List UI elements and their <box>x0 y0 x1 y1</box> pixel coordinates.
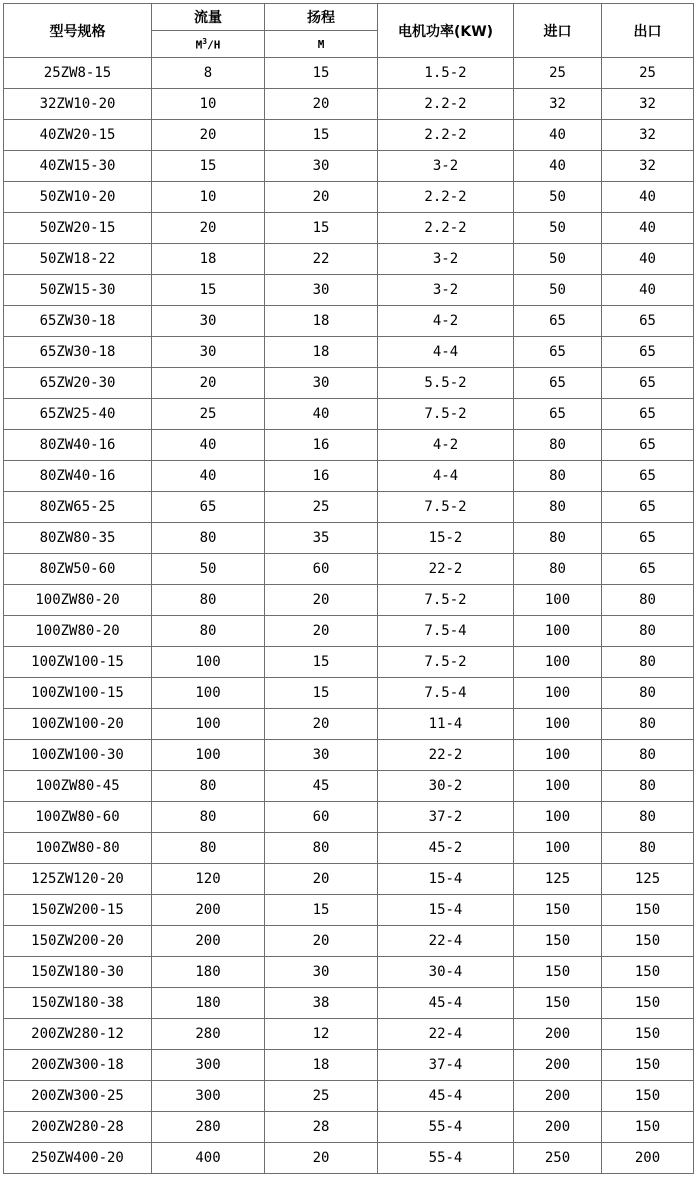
cell-outlet: 40 <box>602 244 694 275</box>
table-body <box>4 58 694 1174</box>
table-row <box>4 926 694 957</box>
cell-inlet: 50 <box>514 213 602 244</box>
table-row <box>4 182 694 213</box>
cell-inlet: 100 <box>514 616 602 647</box>
cell-model: 40ZW20-15 <box>4 120 152 151</box>
cell-outlet: 80 <box>602 585 694 616</box>
table-row <box>4 1050 694 1081</box>
table-row <box>4 616 694 647</box>
cell-inlet: 150 <box>514 957 602 988</box>
cell-head: 30 <box>265 151 378 182</box>
cell-head: 18 <box>265 337 378 368</box>
cell-outlet: 80 <box>602 802 694 833</box>
cell-head: 80 <box>265 833 378 864</box>
cell-power: 4-4 <box>378 461 514 492</box>
cell-power: 2.2-2 <box>378 120 514 151</box>
cell-flow: 8 <box>152 58 265 89</box>
cell-head: 12 <box>265 1019 378 1050</box>
cell-flow: 280 <box>152 1019 265 1050</box>
cell-flow: 30 <box>152 306 265 337</box>
cell-model: 80ZW50-60 <box>4 554 152 585</box>
cell-outlet: 40 <box>602 182 694 213</box>
cell-head: 45 <box>265 771 378 802</box>
table-row <box>4 120 694 151</box>
cell-outlet: 65 <box>602 306 694 337</box>
spec-table-container <box>3 3 694 1174</box>
cell-head: 15 <box>265 895 378 926</box>
cell-head: 28 <box>265 1112 378 1143</box>
cell-power: 2.2-2 <box>378 89 514 120</box>
cell-model: 200ZW300-18 <box>4 1050 152 1081</box>
cell-outlet: 200 <box>602 1143 694 1174</box>
cell-power: 4-2 <box>378 430 514 461</box>
cell-inlet: 150 <box>514 926 602 957</box>
table-row <box>4 306 694 337</box>
table-row <box>4 864 694 895</box>
cell-power: 45-4 <box>378 1081 514 1112</box>
cell-flow: 10 <box>152 89 265 120</box>
cell-power: 22-4 <box>378 926 514 957</box>
cell-model: 150ZW200-20 <box>4 926 152 957</box>
cell-head: 20 <box>265 709 378 740</box>
cell-outlet: 65 <box>602 399 694 430</box>
table-row <box>4 58 694 89</box>
cell-model: 80ZW80-35 <box>4 523 152 554</box>
cell-outlet: 150 <box>602 988 694 1019</box>
table-row <box>4 1143 694 1174</box>
table-row <box>4 802 694 833</box>
cell-power: 45-2 <box>378 833 514 864</box>
cell-outlet: 65 <box>602 461 694 492</box>
cell-outlet: 32 <box>602 120 694 151</box>
cell-head: 16 <box>265 461 378 492</box>
cell-power: 4-2 <box>378 306 514 337</box>
cell-inlet: 250 <box>514 1143 602 1174</box>
table-row <box>4 740 694 771</box>
cell-flow: 200 <box>152 926 265 957</box>
cell-outlet: 40 <box>602 275 694 306</box>
cell-power: 5.5-2 <box>378 368 514 399</box>
cell-inlet: 80 <box>514 554 602 585</box>
table-row <box>4 678 694 709</box>
cell-model: 40ZW15-30 <box>4 151 152 182</box>
cell-inlet: 200 <box>514 1112 602 1143</box>
cell-head: 18 <box>265 1050 378 1081</box>
table-row <box>4 833 694 864</box>
cell-inlet: 50 <box>514 182 602 213</box>
header-flow: 流量 <box>152 4 265 31</box>
table-row <box>4 554 694 585</box>
cell-head: 20 <box>265 864 378 895</box>
cell-head: 35 <box>265 523 378 554</box>
cell-inlet: 100 <box>514 833 602 864</box>
table-row <box>4 647 694 678</box>
cell-head: 15 <box>265 213 378 244</box>
cell-flow: 200 <box>152 895 265 926</box>
cell-model: 32ZW10-20 <box>4 89 152 120</box>
cell-head: 15 <box>265 647 378 678</box>
cell-head: 15 <box>265 58 378 89</box>
cell-inlet: 100 <box>514 585 602 616</box>
cell-flow: 100 <box>152 678 265 709</box>
cell-outlet: 150 <box>602 1112 694 1143</box>
cell-outlet: 150 <box>602 895 694 926</box>
cell-head: 20 <box>265 616 378 647</box>
cell-power: 3-2 <box>378 151 514 182</box>
cell-head: 20 <box>265 926 378 957</box>
cell-inlet: 100 <box>514 678 602 709</box>
cell-outlet: 150 <box>602 1081 694 1112</box>
cell-power: 15-4 <box>378 895 514 926</box>
cell-head: 60 <box>265 554 378 585</box>
cell-model: 150ZW180-30 <box>4 957 152 988</box>
cell-inlet: 100 <box>514 647 602 678</box>
cell-flow: 15 <box>152 151 265 182</box>
cell-inlet: 50 <box>514 244 602 275</box>
cell-power: 7.5-4 <box>378 678 514 709</box>
cell-model: 100ZW80-80 <box>4 833 152 864</box>
cell-flow: 20 <box>152 368 265 399</box>
cell-head: 30 <box>265 740 378 771</box>
cell-model: 200ZW280-12 <box>4 1019 152 1050</box>
cell-model: 200ZW280-28 <box>4 1112 152 1143</box>
cell-flow: 300 <box>152 1050 265 1081</box>
table-row <box>4 988 694 1019</box>
header-row-1 <box>4 4 694 31</box>
header-head-unit: M <box>265 31 378 58</box>
cell-head: 15 <box>265 120 378 151</box>
header-head: 扬程 <box>265 4 378 31</box>
cell-inlet: 65 <box>514 399 602 430</box>
cell-flow: 15 <box>152 275 265 306</box>
cell-inlet: 65 <box>514 337 602 368</box>
cell-power: 7.5-2 <box>378 492 514 523</box>
cell-flow: 80 <box>152 523 265 554</box>
cell-model: 150ZW200-15 <box>4 895 152 926</box>
cell-outlet: 125 <box>602 864 694 895</box>
table-header <box>4 4 694 58</box>
cell-model: 50ZW18-22 <box>4 244 152 275</box>
cell-model: 150ZW180-38 <box>4 988 152 1019</box>
cell-model: 65ZW25-40 <box>4 399 152 430</box>
cell-model: 100ZW100-20 <box>4 709 152 740</box>
header-inlet: 进口 <box>514 4 602 58</box>
table-row <box>4 585 694 616</box>
table-row <box>4 895 694 926</box>
cell-head: 20 <box>265 585 378 616</box>
header-model: 型号规格 <box>4 4 152 58</box>
cell-head: 25 <box>265 1081 378 1112</box>
cell-power: 37-4 <box>378 1050 514 1081</box>
cell-model: 100ZW80-20 <box>4 585 152 616</box>
table-row <box>4 368 694 399</box>
cell-inlet: 25 <box>514 58 602 89</box>
cell-power: 7.5-2 <box>378 647 514 678</box>
cell-power: 2.2-2 <box>378 213 514 244</box>
cell-flow: 65 <box>152 492 265 523</box>
cell-model: 100ZW80-20 <box>4 616 152 647</box>
cell-model: 80ZW40-16 <box>4 461 152 492</box>
table-row <box>4 213 694 244</box>
cell-head: 38 <box>265 988 378 1019</box>
cell-flow: 120 <box>152 864 265 895</box>
cell-power: 15-4 <box>378 864 514 895</box>
cell-model: 50ZW15-30 <box>4 275 152 306</box>
cell-inlet: 40 <box>514 120 602 151</box>
table-row <box>4 337 694 368</box>
cell-outlet: 65 <box>602 523 694 554</box>
cell-model: 50ZW20-15 <box>4 213 152 244</box>
cell-outlet: 32 <box>602 89 694 120</box>
cell-inlet: 100 <box>514 802 602 833</box>
cell-outlet: 150 <box>602 957 694 988</box>
table-row <box>4 244 694 275</box>
cell-head: 25 <box>265 492 378 523</box>
cell-power: 7.5-2 <box>378 585 514 616</box>
header-power: 电机功率(KW) <box>378 4 514 58</box>
cell-inlet: 100 <box>514 709 602 740</box>
cell-model: 100ZW80-60 <box>4 802 152 833</box>
flow-unit-base: M <box>195 38 203 52</box>
cell-flow: 80 <box>152 833 265 864</box>
cell-power: 7.5-4 <box>378 616 514 647</box>
cell-inlet: 200 <box>514 1050 602 1081</box>
header-flow-unit <box>152 31 265 58</box>
cell-outlet: 65 <box>602 492 694 523</box>
cell-inlet: 125 <box>514 864 602 895</box>
cell-outlet: 65 <box>602 337 694 368</box>
cell-outlet: 65 <box>602 554 694 585</box>
cell-inlet: 50 <box>514 275 602 306</box>
cell-head: 18 <box>265 306 378 337</box>
cell-flow: 400 <box>152 1143 265 1174</box>
cell-model: 100ZW100-15 <box>4 647 152 678</box>
table-row <box>4 89 694 120</box>
cell-inlet: 100 <box>514 771 602 802</box>
cell-model: 100ZW100-30 <box>4 740 152 771</box>
cell-head: 22 <box>265 244 378 275</box>
cell-model: 65ZW30-18 <box>4 306 152 337</box>
cell-power: 30-4 <box>378 957 514 988</box>
table-row <box>4 771 694 802</box>
cell-power: 45-4 <box>378 988 514 1019</box>
cell-flow: 80 <box>152 585 265 616</box>
cell-model: 80ZW65-25 <box>4 492 152 523</box>
cell-outlet: 80 <box>602 740 694 771</box>
cell-outlet: 150 <box>602 1019 694 1050</box>
cell-flow: 18 <box>152 244 265 275</box>
cell-flow: 80 <box>152 802 265 833</box>
cell-flow: 300 <box>152 1081 265 1112</box>
cell-head: 20 <box>265 89 378 120</box>
cell-outlet: 80 <box>602 678 694 709</box>
table-row <box>4 1112 694 1143</box>
cell-flow: 100 <box>152 740 265 771</box>
cell-outlet: 150 <box>602 926 694 957</box>
cell-power: 4-4 <box>378 337 514 368</box>
cell-outlet: 80 <box>602 647 694 678</box>
cell-inlet: 100 <box>514 740 602 771</box>
cell-inlet: 150 <box>514 988 602 1019</box>
cell-head: 30 <box>265 957 378 988</box>
cell-model: 250ZW400-20 <box>4 1143 152 1174</box>
cell-power: 1.5-2 <box>378 58 514 89</box>
cell-power: 55-4 <box>378 1143 514 1174</box>
cell-power: 2.2-2 <box>378 182 514 213</box>
cell-flow: 20 <box>152 213 265 244</box>
cell-outlet: 65 <box>602 368 694 399</box>
flow-unit-exponent: 3 <box>202 36 208 46</box>
cell-flow: 40 <box>152 461 265 492</box>
cell-flow: 180 <box>152 988 265 1019</box>
cell-inlet: 32 <box>514 89 602 120</box>
cell-model: 65ZW30-18 <box>4 337 152 368</box>
cell-head: 60 <box>265 802 378 833</box>
cell-flow: 25 <box>152 399 265 430</box>
cell-head: 15 <box>265 678 378 709</box>
cell-head: 20 <box>265 1143 378 1174</box>
cell-power: 55-4 <box>378 1112 514 1143</box>
table-row <box>4 399 694 430</box>
table-row <box>4 1019 694 1050</box>
cell-head: 16 <box>265 430 378 461</box>
cell-outlet: 40 <box>602 213 694 244</box>
cell-flow: 80 <box>152 616 265 647</box>
cell-power: 3-2 <box>378 275 514 306</box>
cell-inlet: 65 <box>514 306 602 337</box>
cell-power: 15-2 <box>378 523 514 554</box>
cell-flow: 20 <box>152 120 265 151</box>
cell-outlet: 80 <box>602 771 694 802</box>
cell-model: 25ZW8-15 <box>4 58 152 89</box>
cell-model: 65ZW20-30 <box>4 368 152 399</box>
cell-flow: 100 <box>152 647 265 678</box>
cell-flow: 30 <box>152 337 265 368</box>
cell-outlet: 80 <box>602 616 694 647</box>
cell-flow: 50 <box>152 554 265 585</box>
cell-model: 100ZW100-15 <box>4 678 152 709</box>
cell-head: 40 <box>265 399 378 430</box>
cell-power: 37-2 <box>378 802 514 833</box>
cell-model: 125ZW120-20 <box>4 864 152 895</box>
pump-spec-table <box>3 3 694 1174</box>
cell-inlet: 200 <box>514 1081 602 1112</box>
cell-outlet: 32 <box>602 151 694 182</box>
cell-power: 22-2 <box>378 740 514 771</box>
cell-flow: 80 <box>152 771 265 802</box>
cell-power: 11-4 <box>378 709 514 740</box>
cell-model: 200ZW300-25 <box>4 1081 152 1112</box>
cell-inlet: 80 <box>514 461 602 492</box>
table-row <box>4 1081 694 1112</box>
table-row <box>4 492 694 523</box>
cell-flow: 180 <box>152 957 265 988</box>
cell-inlet: 200 <box>514 1019 602 1050</box>
cell-inlet: 80 <box>514 523 602 554</box>
cell-outlet: 25 <box>602 58 694 89</box>
cell-model: 80ZW40-16 <box>4 430 152 461</box>
header-outlet: 出口 <box>602 4 694 58</box>
cell-flow: 100 <box>152 709 265 740</box>
cell-power: 22-2 <box>378 554 514 585</box>
cell-model: 50ZW10-20 <box>4 182 152 213</box>
cell-outlet: 150 <box>602 1050 694 1081</box>
cell-flow: 40 <box>152 430 265 461</box>
cell-flow: 10 <box>152 182 265 213</box>
flow-unit-tail: /H <box>207 38 221 52</box>
cell-model: 100ZW80-45 <box>4 771 152 802</box>
cell-inlet: 150 <box>514 895 602 926</box>
cell-outlet: 65 <box>602 430 694 461</box>
table-row <box>4 430 694 461</box>
cell-inlet: 80 <box>514 430 602 461</box>
cell-inlet: 40 <box>514 151 602 182</box>
table-row <box>4 523 694 554</box>
table-row <box>4 151 694 182</box>
cell-power: 3-2 <box>378 244 514 275</box>
cell-flow: 280 <box>152 1112 265 1143</box>
cell-head: 20 <box>265 182 378 213</box>
cell-head: 30 <box>265 275 378 306</box>
cell-inlet: 65 <box>514 368 602 399</box>
cell-outlet: 80 <box>602 833 694 864</box>
table-row <box>4 461 694 492</box>
cell-power: 7.5-2 <box>378 399 514 430</box>
cell-outlet: 80 <box>602 709 694 740</box>
cell-power: 30-2 <box>378 771 514 802</box>
table-row <box>4 957 694 988</box>
table-row <box>4 275 694 306</box>
table-row <box>4 709 694 740</box>
cell-power: 22-4 <box>378 1019 514 1050</box>
cell-head: 30 <box>265 368 378 399</box>
cell-inlet: 80 <box>514 492 602 523</box>
